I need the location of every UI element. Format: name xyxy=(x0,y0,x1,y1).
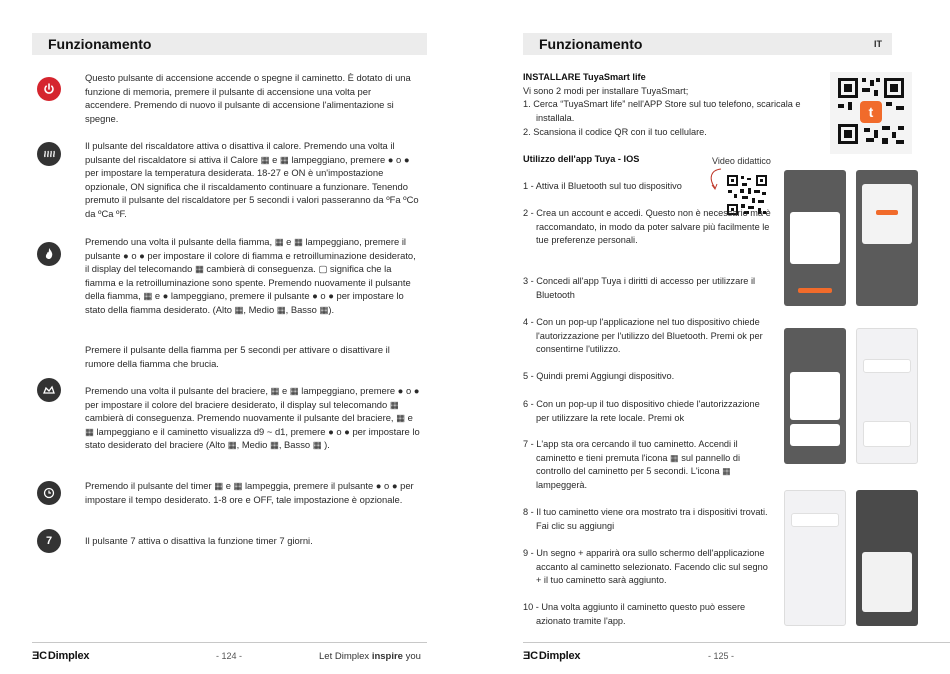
right-header xyxy=(523,33,892,55)
step-2: 2 - Crea un account e accedi. Questo non è necessario ma è raccomandato, in modo da poter salvare più facilmente le tue preferenze personali. xyxy=(523,208,771,246)
step-9: 9 - Un segno + apparirà ora sullo schermo dell'applicazione accanto al caminetto selezionato. Facendo clic sul segno + il tuo caminetto sarà aggiunto. xyxy=(523,548,768,586)
power-icon xyxy=(37,77,61,101)
paragraph-timer: Premendo il pulsante del timer ▦ e ▦ lampeggia, premere il pulsante ● o ● per impostare il tempo desiderato. 1-8 ore e OFF, tale impostazione è opzionale. xyxy=(85,480,414,505)
tagline-pre: Let Dimplex xyxy=(319,651,372,662)
video-label: Video didattico xyxy=(712,156,771,166)
step-3: 3 - Concedi all'app Tuya i diritti di accesso per utilizzare il Bluetooth xyxy=(523,276,756,300)
phone-screenshot-4 xyxy=(856,328,918,464)
paragraph-heater: Il pulsante del riscaldatore attiva o disattiva il calore. Premendo una volta il pulsante del riscaldatore si attiva il Calore ▦ e ▦ lampeggiano, premere ● o ● per impostare la temperatura desiderata. 18-27 e ON è un'impostazione opzionale, ON significa che il riscaldamento continuare a funzionare. Tenendo premuto il pulsante del riscaldatore per 5 secondi i valori passeranno da ºFa ºCo da ºCa ºF. xyxy=(85,140,419,219)
timer-icon xyxy=(37,481,61,505)
left-header xyxy=(32,33,427,55)
paragraph-flame: Premendo una volta il pulsante della fiamma, ▦ e ▦ lampeggiano, premere il pulsante ● o ● per impostare il colore di fiamma e retroilluminazione desiderato, il display del telecomando ▦ cambierà di conseguenza. ▢ significa che la fiamma e la retroilluminazione sono spente. Premendo nuovamente il pulsante della fiamma, ▦ e ● lampeggiano, premere il pulsante ● o ● per impostare lo stato della fiamma desiderato. (Alto ▦, Medio ▦, Basso ▦). xyxy=(85,236,416,315)
step-1: 1 - Attiva il Bluetooth sul tuo dispositivo xyxy=(523,181,682,191)
tagline-bold: inspire xyxy=(371,651,403,662)
number-7-icon xyxy=(37,529,61,553)
left-header-title: Funzionamento xyxy=(48,36,152,52)
install-step-1: 1. Cerca “TuyaSmart life” nell'APP Store sul tuo telefono, scaricala e installala. xyxy=(523,99,801,123)
tagline-post: you xyxy=(402,651,421,662)
right-logo-text: Dimplex xyxy=(538,650,581,662)
right-footer-divider xyxy=(523,642,950,643)
left-logo-text: Dimplex xyxy=(47,650,90,662)
heater-icon xyxy=(37,142,61,166)
number-7-label: 7 xyxy=(45,535,53,547)
left-page-number: - 124 - xyxy=(216,651,243,661)
svg-text:t: t xyxy=(868,104,874,120)
install-step-2: 2. Scansiona il codice QR con il tuo cellulare. xyxy=(523,127,707,137)
step-7: 7 - L'app sta ora cercando il tuo caminetto. Accendi il caminetto e tieni premuta l'icona ▦ sul pannello di controllo del caminetto per 5 secondi. L'icona ▦ lampeggerà. xyxy=(523,439,740,490)
phone-screenshot-2 xyxy=(856,170,918,306)
phone-screenshot-5 xyxy=(784,490,846,626)
paragraph-power: Questo pulsante di accensione accende o spegne il caminetto. È dotato di una funzione di memoria, premere il pulsante di accensione una volta per accendere. Premendo di nuovo il pulsante di accensione l'alimentazione si spegne. xyxy=(85,72,411,124)
step-5: 5 - Quindi premi Aggiungi dispositivo. xyxy=(523,371,675,381)
phone-screenshot-1 xyxy=(784,170,846,306)
step-4: 4 - Con un pop-up l'applicazione nel tuo dispositivo chiede l'autorizzazione per l'utilizzo del Bluetooth. Premi ok per consentirne l'utilizzo. xyxy=(523,317,763,355)
paragraph-ember-bed: Premendo una volta il pulsante del braciere, ▦ e ▦ lampeggiano, premere ● o ● per impostare il colore del braciere desiderato, il display sul telecomando ▦ cambierà di conseguenza. Premendo nuovamente il pulsante del braciere, ▦ e ▦ lampeggiano e il caminetto visualizza d9 ~ d1, premere ● o ● per impostare lo stato desiderato del braciere (Alto ▦, Medio ▦, Basso ▦ ). xyxy=(85,385,420,451)
flame-icon xyxy=(37,242,61,266)
left-dimplex-logo: ƎCDimplex xyxy=(32,650,90,662)
app-qr-code xyxy=(830,72,912,154)
language-code: IT xyxy=(874,39,882,49)
paragraph-7-day-timer: Il pulsante 7 attiva o disattiva la funzione timer 7 giorni. xyxy=(85,535,313,546)
phone-screenshot-3 xyxy=(784,328,846,464)
install-intro: Vi sono 2 modi per installare TuyaSmart; xyxy=(523,86,689,96)
install-title: INSTALLARE TuyaSmart life xyxy=(523,72,646,82)
step-6: 6 - Con un pop-up il tuo dispositivo chiede l'autorizzazione per utilizzare la rete locale. Premi ok xyxy=(523,399,760,423)
paragraph-flame-noise: Premere il pulsante della fiamma per 5 secondi per attivare o disattivare il rumore della fiamma che brucia. xyxy=(85,344,390,369)
right-header-title: Funzionamento xyxy=(539,36,643,52)
left-footer-divider xyxy=(32,642,427,643)
usage-title: Utilizzo dell'app Tuya - IOS xyxy=(523,154,640,164)
step-8: 8 - Il tuo caminetto viene ora mostrato tra i dispositivi trovati. Fai clic su aggiungi xyxy=(523,507,768,531)
step-10: 10 - Una volta aggiunto il caminetto questo può essere azionato tramite l'app. xyxy=(523,602,746,626)
right-dimplex-logo: ƎCDimplex xyxy=(523,650,581,662)
phone-screenshot-6 xyxy=(856,490,918,626)
right-page-number: - 125 - xyxy=(708,651,735,661)
tagline xyxy=(319,651,421,662)
ember-bed-icon xyxy=(37,378,61,402)
